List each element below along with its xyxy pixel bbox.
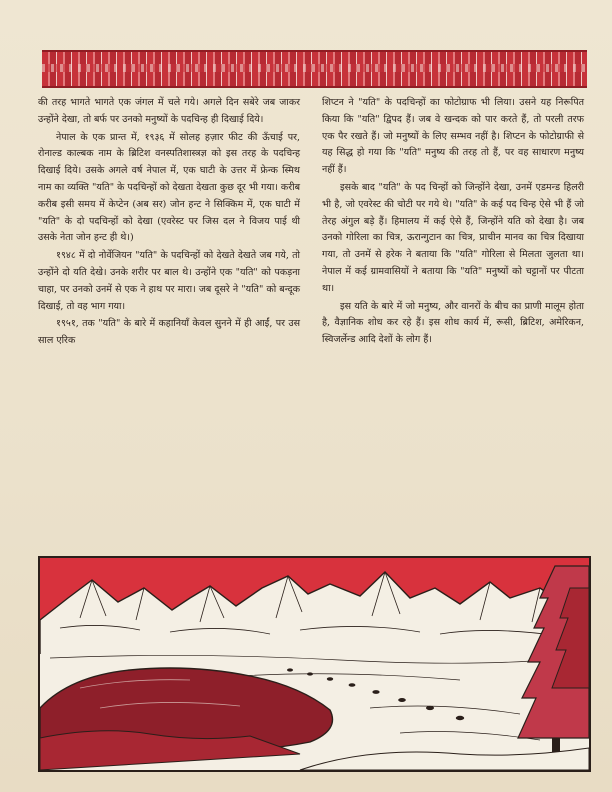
left-text-column [38, 95, 300, 351]
right-paragraph-2: इसके बाद "यति" के पद चिन्हों को जिन्होंने देखा, उनमें एडमन्ड हिलरी भी है, जो एवरेस्ट की चोटी पर गये थे। "यति" के कई पद चिन्ह ऐसे भी हैं जो तेरह अंगुल बड़े हैं। हिमालय में कई ऐसे हैं, जिन्होंने यति को देखा है। जब उनको गोरिला का चित्र, ऊरान्गुटान का चित्र, प्राचीन मानव का चित्र दिखाया गया, तो उनमें से हरेक ने बताया कि "यति" गोरिला से मिलता जुलता था। नेपाल में कई ग्रामवासियों ने बताया कि "यति" मनुष्यों को चट्टानों पर पीटता था। [322, 181, 584, 294]
right-text-column [322, 95, 584, 350]
illustration-svg [40, 558, 589, 770]
left-paragraph-2: नेपाल के एक प्रान्त में, १९३६ में सोलह हज़ार फीट की ऊँचाई पर, रोनाल्ड काल्बक नाम के ब्रिटिश वनस्पतिशास्त्रज्ञ को इस तरह के पदचिन्ह दिखाई दिये। उसके अगले वर्ष नेपाल में, एक घाटी के उत्तर में फ्रेन्क स्मिथ नाम का व्यक्ति "यति" के पदचिन्हों को देखता देखता कुछ दूर भी गया। करीब करीब इसी समय में केप्टेन (अब सर) जोन हन्ट ने सिक्किम में, एक घाटी में "यति" के दो पदचिन्हों को देखा (एवरेस्ट पर जिस दल ने विजय पाई थी उसके नेता जोन हन्ट ही थे।) [38, 131, 301, 244]
left-paragraph-4: १९५१, तक "यति" के बारे में कहानियाँ केवल सुनने में ही आईं, पर उस साल एरिक [38, 318, 300, 347]
left-paragraph-1: की तरह भागते भागते एक जंगल में चले गये। अगले दिन सबेरे जब जाकर उन्होंने देखा, तो बर्फ पर उनको मनुष्यों के पदचिन्ह ही दिखाई दिये। [38, 97, 300, 125]
right-paragraph-3: इस यति के बारे में जो मनुष्य, और वानरों के बीच का प्राणी मालूम होता है, वैज्ञानिक शोध कर रहे हैं। इस शोध कार्य में, रूसी, ब्रिटिश, अमेरिकन, स्विजर्लेन्ड आदि देशों के लोग हैं। [322, 300, 584, 346]
left-paragraph-3: १९४८ में दो नोर्वेजियन "यति" के पदचिन्हों को देखते देखते जब गये, तो उन्होंने दो यति देखे। उनके शरीर पर बाल थे। उन्होंने एक "यति" को पकड़ना चाहा, पर उनको उनमें से एक ने हाथ पर मारा। जब दूसरे ने "यति" को बन्दूक दिखाई, तो वह भाग गया। [38, 250, 300, 312]
mountain-illustration [38, 556, 591, 772]
right-paragraph-1: शिप्टन ने "यति" के पदचिन्हों का फोटोग्राफ भी लिया। उसने यह निरूपित किया कि "यति" द्विपद हैं। जब वे खन्दक को पार करते हैं, तो परली तरफ एक पैर रखते हैं। जो मनुष्यों के लिए सम्भव नहीं है। शिप्टन के फोटोग्राफी से यह सिद्ध हो गया कि "यति" मनुष्य की तरह तो हैं, पर वह साधारण मनुष्य नहीं हैं। [322, 97, 584, 176]
decorative-header-border [42, 50, 587, 88]
